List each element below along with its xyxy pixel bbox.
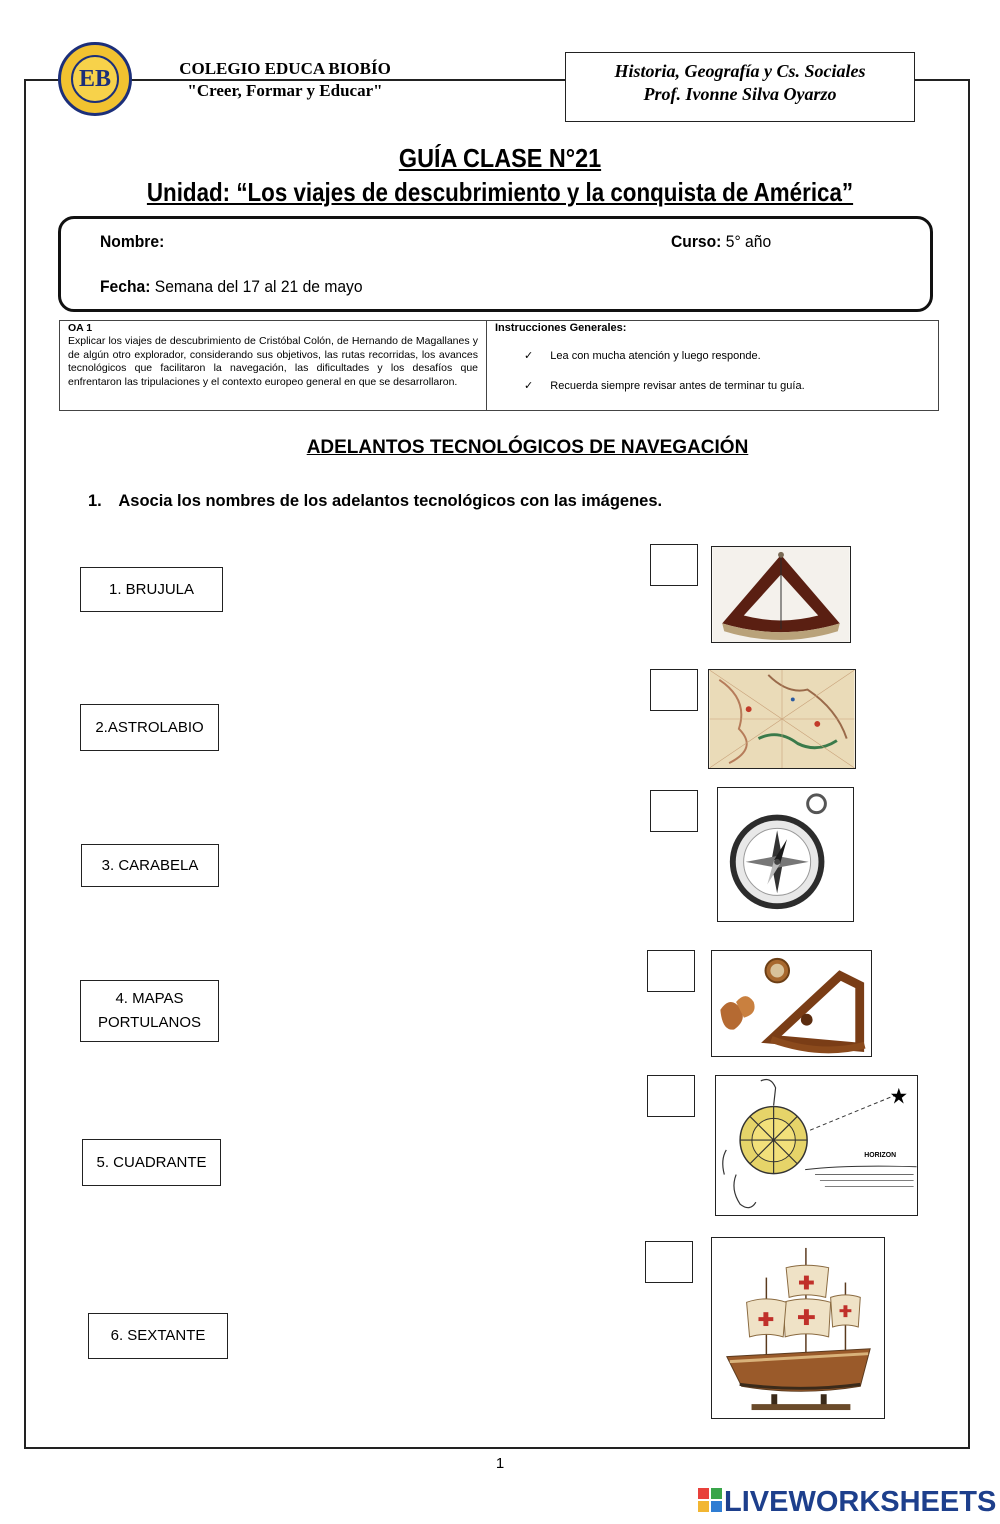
option-label-5: 5. CUADRANTE xyxy=(82,1139,221,1186)
sextant-image xyxy=(711,950,872,1057)
instructions-heading: Instrucciones Generales: xyxy=(495,322,627,334)
liveworksheets-brand[interactable]: LIVEWORKSHEETS xyxy=(724,1486,997,1518)
objective-cell xyxy=(68,322,478,389)
unit-title: Unidad: “Los viajes de descubrimiento y la conquista de América” xyxy=(146,177,854,207)
answer-box-2[interactable] xyxy=(650,669,698,711)
compass-image xyxy=(717,787,854,922)
school-header xyxy=(150,58,420,102)
date-label: Fecha: xyxy=(100,277,151,296)
subject-name: Historia, Geografía y Cs. Sociales xyxy=(614,61,866,81)
objective-table-divider xyxy=(486,320,487,411)
liveworksheets-logo-icon xyxy=(698,1488,722,1512)
teacher-name: Prof. Ivonne Silva Oyarzo xyxy=(643,84,837,104)
option-label-2: 2.ASTROLABIO xyxy=(80,704,219,751)
student-info-box xyxy=(58,216,933,312)
option-label-6: 6. SEXTANTE xyxy=(88,1313,228,1359)
quadrant-image xyxy=(711,546,851,643)
answer-box-4[interactable] xyxy=(647,950,695,992)
course-value: 5° año xyxy=(725,232,772,251)
date-field xyxy=(100,277,363,297)
school-motto: "Creer, Formar y Educar" xyxy=(187,81,383,100)
course-field xyxy=(671,232,771,252)
answer-box-5[interactable] xyxy=(647,1075,695,1117)
answer-box-1[interactable] xyxy=(650,544,698,586)
instruction-text: Recuerda siempre revisar antes de terminar tu guía. xyxy=(550,380,805,392)
name-label: Nombre: xyxy=(100,232,165,251)
school-logo xyxy=(58,42,132,116)
option-label-3: 3. CARABELA xyxy=(81,844,219,887)
portolan-map-image xyxy=(708,669,856,769)
instruction-item xyxy=(524,350,761,363)
section-title: ADELANTOS TECNOLÓGICOS DE NAVEGACIÓN xyxy=(306,437,749,458)
option-label-4: 4. MAPAS PORTULANOS xyxy=(80,980,219,1042)
horizon-caption: HORIZON xyxy=(864,1151,897,1159)
guide-title: GUÍA CLASE N°21 xyxy=(398,143,602,173)
name-field[interactable] xyxy=(100,232,164,252)
objective-text: Explicar los viajes de descubrimiento de Cristóbal Colón, de Hernando de Magallanes y de algún otro explorador, considerando sus objetivos, las rutas recorridas, los avances tecnológicos que facilitaron la navegación, las dificultades y los desafíos que enfrentaron las tripulaciones y el contexto europeo general en que se desarrollaron. xyxy=(68,335,478,388)
astrolabe-diagram-image xyxy=(715,1075,918,1216)
instruction-text: Lea con mucha atención y luego responde. xyxy=(550,350,761,362)
school-name: COLEGIO EDUCA BIOBÍO xyxy=(179,59,391,78)
logo-text: EB xyxy=(71,55,119,103)
check-icon: ✓ xyxy=(524,350,534,362)
option-label-1: 1. BRUJULA xyxy=(80,567,223,612)
answer-box-6[interactable] xyxy=(645,1241,693,1283)
page-number: 1 xyxy=(495,1455,505,1472)
question-text: Asocia los nombres de los adelantos tecnológicos con las imágenes. xyxy=(118,492,663,510)
check-icon: ✓ xyxy=(524,380,534,392)
instructions-cell xyxy=(495,322,925,335)
objective-code: OA 1 xyxy=(68,322,93,334)
question-number: 1. xyxy=(88,492,102,510)
caravel-image xyxy=(711,1237,885,1419)
subject-box xyxy=(565,52,915,122)
instruction-item xyxy=(524,380,805,393)
course-label: Curso: xyxy=(671,232,722,251)
question-1 xyxy=(88,492,662,511)
date-value: Semana del 17 al 21 de mayo xyxy=(154,277,363,296)
answer-box-3[interactable] xyxy=(650,790,698,832)
